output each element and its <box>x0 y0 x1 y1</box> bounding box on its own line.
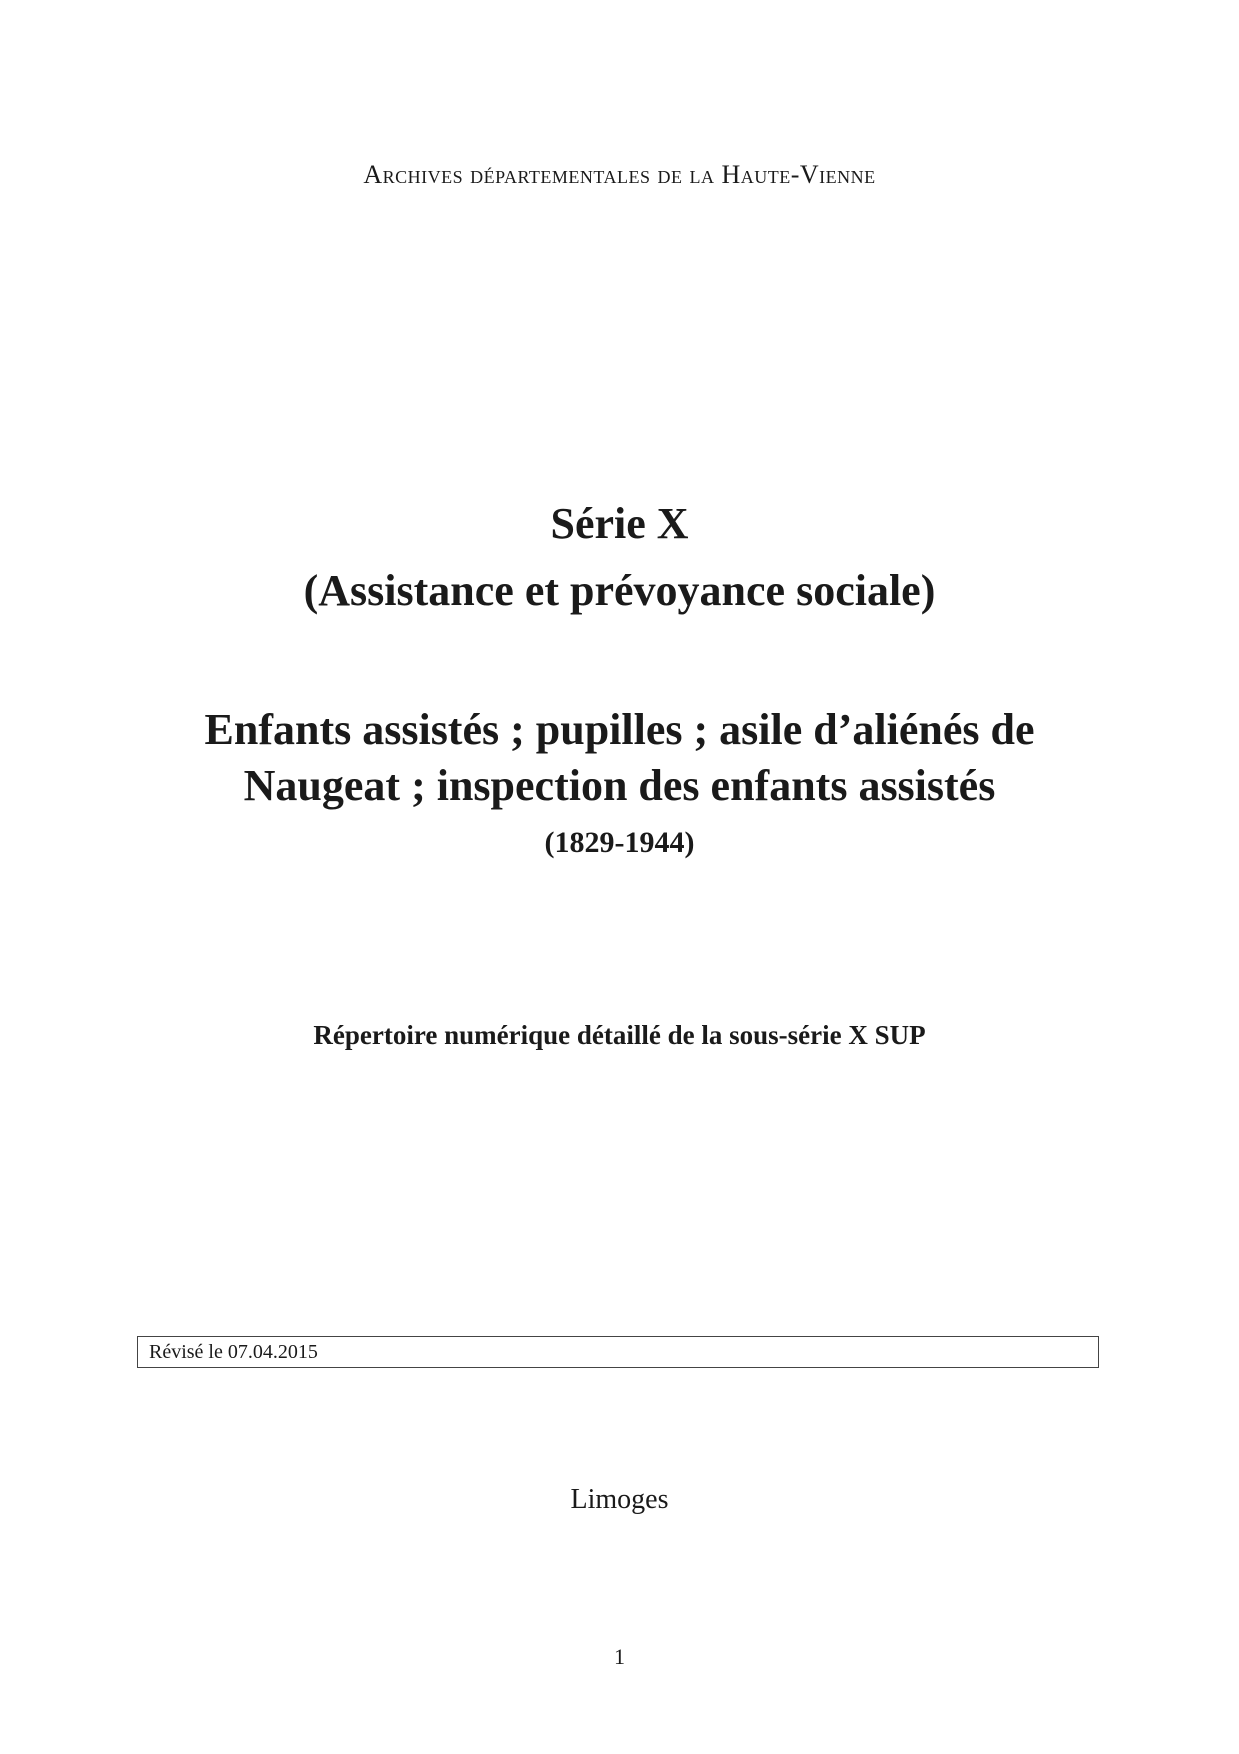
page-number: 1 <box>614 1644 625 1669</box>
main-title-line-1: Enfants assistés ; pupilles ; asile d’aliénés de <box>204 705 1035 754</box>
main-title <box>0 702 1239 814</box>
revision-text: Révisé le 07.04.2015 <box>149 1341 318 1363</box>
institution-header: Archives départementales de la Haute-Vienne <box>363 160 876 189</box>
city: Limoges <box>570 1484 669 1515</box>
revision-box <box>137 1336 1099 1368</box>
series-subtitle: (Assistance et prévoyance sociale) <box>303 566 936 615</box>
date-range: (1829-1944) <box>544 826 695 859</box>
inventory-label: Répertoire numérique détaillé de la sous-série X SUP <box>313 1020 926 1050</box>
main-title-line-2: Naugeat ; inspection des enfants assistés <box>243 761 996 810</box>
series-title: Série X <box>550 499 689 548</box>
